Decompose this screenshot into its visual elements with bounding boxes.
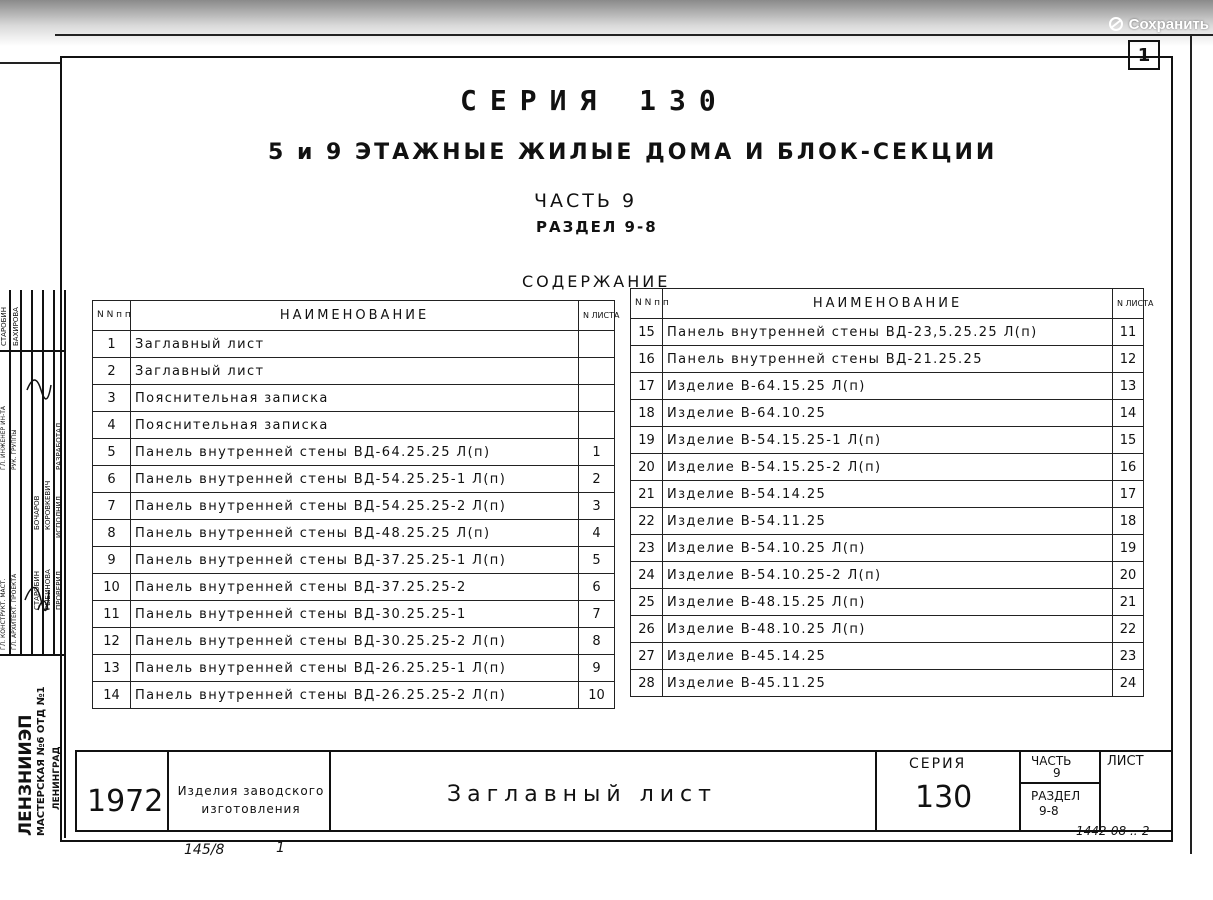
row-sheet [579,358,615,385]
row-name: Панель внутренней стены ВД-23,5.25.25 Л(п) [663,319,1113,346]
paper-edge-right [1190,34,1192,854]
row-sheet: 18 [1113,508,1144,535]
row-number: 14 [93,682,131,709]
row-sheet: 19 [1113,535,1144,562]
series-title: СЕРИЯ 130 [460,84,729,117]
row-number: 13 [93,655,131,682]
part-label: ЧАСТЬ [1031,754,1072,768]
row-name: Пояснительная записка [131,385,579,412]
stamp-post-2: РУК. ГРУППЫ [11,429,18,470]
table-row [93,331,615,358]
handwritten-note-b: 1 [276,840,285,856]
row-sheet: 12 [1113,346,1144,373]
row-name: Изделие В-54.10.25 Л(п) [663,535,1113,562]
row-number: 5 [93,439,131,466]
table-row [93,412,615,439]
save-button-label: Сохранить [1128,15,1209,33]
row-sheet: 21 [1113,589,1144,616]
row-name: Панель внутренней стены ВД-48.25.25 Л(п) [131,520,579,547]
table-row [93,601,615,628]
row-name: Изделие В-54.15.25-2 Л(п) [663,454,1113,481]
stamp-post-1: ГЛ. ИНЖЕНЕР ИН-ТА [0,405,7,470]
row-number: 11 [93,601,131,628]
row-name: Изделие В-64.10.25 [663,400,1113,427]
handwritten-note-a: 145/8 [184,842,225,858]
stamp-role-2: ИСПОЛНИЛ [55,496,63,538]
row-name: Панель внутренней стены ВД-64.25.25 Л(п) [131,439,579,466]
table-row [93,574,615,601]
row-sheet: 14 [1113,400,1144,427]
row-sheet: 10 [579,682,615,709]
section-title: РАЗДЕЛ 9-8 [536,218,658,236]
row-sheet [579,385,615,412]
row-number: 16 [631,346,663,373]
part-value: 9 [1053,766,1061,780]
table-row [631,535,1144,562]
row-number: 2 [93,358,131,385]
row-number: 15 [631,319,663,346]
stamp-col2-title: БАХИРОВА [12,307,20,346]
row-number: 4 [93,412,131,439]
row-number: 6 [93,466,131,493]
row-number: 26 [631,616,663,643]
stamp-city: ЛЕНИНГРАД [52,746,62,810]
stamp-col1-title: СТАРОБИН [0,307,8,346]
row-name: Заглавный лист [131,358,579,385]
stamp-person-4: РЫБИНОВА [44,569,52,610]
table-row [93,493,615,520]
row-name: Панель внутренней стены ВД-21.25.25 [663,346,1113,373]
contents-table-right [630,288,1154,697]
row-sheet: 24 [1113,670,1144,697]
table-row [631,589,1144,616]
row-sheet [579,412,615,439]
side-stamp [0,290,70,838]
row-name: Изделие В-54.15.25-1 Л(п) [663,427,1113,454]
row-number: 12 [93,628,131,655]
stamp-person-2: КОРОВКЕВИЧ [44,480,52,530]
part-title: ЧАСТЬ 9 [534,190,638,212]
table-row [93,655,615,682]
year-text: 1972 [87,784,164,819]
stamp-person-1: БОЧАРОВ [33,495,41,530]
row-number: 24 [631,562,663,589]
row-name: Панель внутренней стены ВД-30.25.25-2 Л(п) [131,628,579,655]
row-sheet [579,331,615,358]
row-number: 17 [631,373,663,400]
col-header-name: НАИМЕНОВАНИЕ [131,301,579,331]
paper-edge-top [55,34,1213,36]
col-header-sheet: N ЛИСТА [579,301,615,331]
col-header-number: N N п п [93,301,131,331]
row-number: 9 [93,547,131,574]
table-row [93,385,615,412]
table-row [631,373,1144,400]
table-row [631,616,1144,643]
col-header-number: N N п п [631,289,663,319]
contents-title: СОДЕРЖАНИЕ [522,272,671,291]
category-text: Изделия заводского изготовления [177,784,325,816]
row-name: Панель внутренней стены ВД-54.25.25-2 Л(п) [131,493,579,520]
row-number: 27 [631,643,663,670]
table-row [631,319,1144,346]
row-sheet: 7 [579,601,615,628]
table-row [631,643,1144,670]
paper-edge-left [0,62,62,64]
table-row [93,628,615,655]
row-name: Изделие В-45.14.25 [663,643,1113,670]
save-button[interactable] [1107,12,1209,36]
table-row [93,682,615,709]
row-number: 18 [631,400,663,427]
row-name: Панель внутренней стены ВД-26.25.25-2 Л(п) [131,682,579,709]
stamp-organization: ЛЕНЗНИИЭП [16,714,36,836]
row-number: 22 [631,508,663,535]
row-name: Изделие В-54.11.25 [663,508,1113,535]
table-row [93,466,615,493]
table-row [631,508,1144,535]
stamp-workshop: МАСТЕРСКАЯ №6 ОТД №1 [36,686,47,836]
row-sheet: 1 [579,439,615,466]
table-row [93,547,615,574]
table-row [631,400,1144,427]
col-header-sheet: N ЛИСТА [1113,289,1144,319]
row-sheet: 6 [579,574,615,601]
series-value: 130 [915,780,973,815]
stamp-post-3: ГЛ. КОНСТРУКТ. МАСТ. [0,578,7,650]
row-name: Изделие В-48.15.25 Л(п) [663,589,1113,616]
row-number: 1 [93,331,131,358]
row-sheet: 2 [579,466,615,493]
table-row [631,427,1144,454]
title-block [75,750,1173,832]
row-sheet: 13 [1113,373,1144,400]
row-number: 8 [93,520,131,547]
row-name: Изделие В-48.10.25 Л(п) [663,616,1113,643]
row-sheet: 9 [579,655,615,682]
table-row [631,670,1144,697]
document-subtitle: 5 и 9 ЭТАЖНЫЕ ЖИЛЫЕ ДОМА И БЛОК-СЕКЦИИ [268,140,998,165]
row-name: Изделие В-54.14.25 [663,481,1113,508]
row-number: 3 [93,385,131,412]
document-code: 1442-08 ..-2 [1076,824,1150,838]
table-row [631,346,1144,373]
table-row [631,562,1144,589]
row-name: Пояснительная записка [131,412,579,439]
row-number: 7 [93,493,131,520]
contents-table-left [92,300,620,709]
row-name: Изделие В-45.11.25 [663,670,1113,697]
row-number: 19 [631,427,663,454]
section-value: 9-8 [1039,804,1059,818]
row-number: 10 [93,574,131,601]
stamp-post-4: ГЛ. АРХИТЕКТ. ПРОЕКТА [11,573,18,650]
row-number: 23 [631,535,663,562]
row-number: 20 [631,454,663,481]
row-sheet: 11 [1113,319,1144,346]
row-name: Панель внутренней стены ВД-54.25.25-1 Л(п) [131,466,579,493]
row-number: 21 [631,481,663,508]
row-sheet: 16 [1113,454,1144,481]
table-row [93,520,615,547]
section-label: РАЗДЕЛ [1031,789,1081,803]
sheet-number-box: 1 [1128,40,1160,70]
signatures-image [22,360,52,640]
row-name: Изделие В-54.10.25-2 Л(п) [663,562,1113,589]
stamp-role-1: РАЗРАБОТАЛ [55,422,63,470]
row-sheet: 8 [579,628,615,655]
row-sheet: 15 [1113,427,1144,454]
row-sheet: 5 [579,547,615,574]
sheet-label: ЛИСТ [1107,754,1144,769]
row-sheet: 22 [1113,616,1144,643]
row-name: Панель внутренней стены ВД-37.25.25-1 Л(п) [131,547,579,574]
row-number: 28 [631,670,663,697]
viewer-toolbar-shade [0,0,1213,46]
stamp-role-3: ПРОВЕРИЛ [55,571,63,610]
row-sheet: 17 [1113,481,1144,508]
row-number: 25 [631,589,663,616]
row-name: Панель внутренней стены ВД-30.25.25-1 [131,601,579,628]
stamp-person-3: СТАРОБИН [33,571,41,610]
row-name: Изделие В-64.15.25 Л(п) [663,373,1113,400]
table-row [631,481,1144,508]
row-name: Заглавный лист [131,331,579,358]
sheet-title-text: Заглавный лист [447,782,717,807]
table-row [631,454,1144,481]
row-name: Панель внутренней стены ВД-37.25.25-2 [131,574,579,601]
row-sheet: 4 [579,520,615,547]
row-sheet: 3 [579,493,615,520]
save-icon [1107,17,1125,31]
table-row [93,439,615,466]
row-sheet: 23 [1113,643,1144,670]
row-sheet: 20 [1113,562,1144,589]
series-label: СЕРИЯ [909,756,967,772]
table-row [93,358,615,385]
row-name: Панель внутренней стены ВД-26.25.25-1 Л(п) [131,655,579,682]
col-header-name: НАИМЕНОВАНИЕ [663,289,1113,319]
